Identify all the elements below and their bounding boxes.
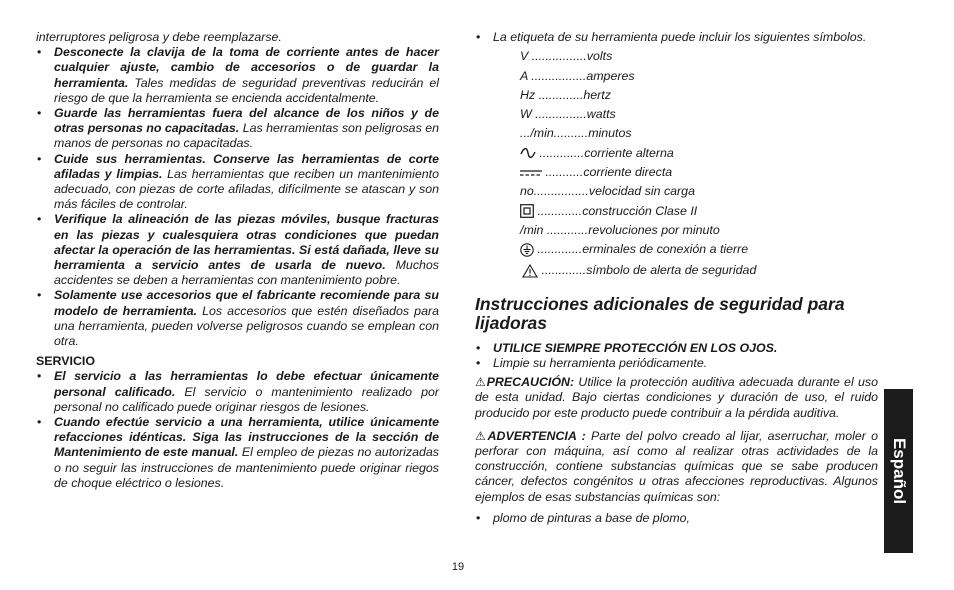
symbol-row — [475, 144, 878, 163]
bullet-bold: Cuando efectúe servicio a una herramienta, utilice únicamente refacciones idénticas. Siga las instrucciones de la sección de Mantenimiento de este manual. — [54, 415, 439, 460]
caution-text: Utilice la protección auditiva adecuada durante el uso de esta unidad. Bajo ciertas condiciones y duración de uso, el ruido producido por este producto puede contribuir a la pérdida auditiva. — [475, 375, 878, 420]
symbol-dots: ............. — [534, 242, 583, 257]
warning-label: ADVERTENCIA : — [487, 428, 586, 443]
bullet-text: plomo de pinturas a base de plomo, — [493, 510, 690, 525]
symbol-dots: ............... — [531, 107, 587, 122]
symbol-char: V — [520, 49, 529, 64]
symbol-dots: ................ — [533, 184, 589, 199]
symbol-row — [475, 105, 878, 124]
bullet-bold: El servicio a las herramientas lo debe efectuar únicamente personal calificado. — [54, 369, 439, 399]
symbol-meaning: construcción Clase II — [582, 203, 698, 218]
symbol-row — [475, 67, 878, 86]
symbol-meaning: watts — [586, 107, 616, 122]
left-column — [36, 30, 439, 491]
symbol-row — [475, 86, 878, 105]
symbol-row — [475, 240, 878, 259]
intro-text: interruptores peligrosa y debe reemplazarse. — [36, 30, 282, 44]
symbol-meaning: amperes — [586, 68, 635, 83]
symbol-char: Hz — [520, 87, 536, 102]
bullet-text: Las herramientas que reciben un mantenimiento adecuado, con piezas de corte afiladas, difícilmente se atascan y son más fáciles de controlar. — [54, 166, 439, 212]
symbol-char: A — [520, 68, 528, 83]
symbol-dots: ............. — [534, 203, 583, 218]
alternating-current-icon — [520, 147, 536, 159]
symbol-meaning: hertz — [583, 87, 611, 102]
warning-paragraph — [475, 429, 878, 505]
symbol-meaning: velocidad sin carga — [588, 184, 695, 199]
bullet-bold: Desconecte la clavija de la toma de corriente antes de hacer cualquier ajuste, cambio de accesorios o de guardar la herramienta. — [54, 45, 439, 90]
bullet-bold: Cuide sus herramientas. Conserve las herramientas de corte afiladas y limpias. — [54, 151, 439, 181]
symbol-dots: .......... — [553, 126, 589, 141]
symbol-meaning: corriente alterna — [584, 145, 674, 160]
symbol-meaning: símbolo de alerta de seguridad — [586, 263, 757, 278]
bullet-bold: Verifique la alineación de las piezas móviles, busque fracturas en las piezas y cualesquiera otras condiciones que puedan afectar la operación de las herramientas. Si está dañada, lleve su herramienta a servicio antes de usarla de nuevo. — [54, 212, 439, 273]
symbol-dots: ............. — [535, 87, 584, 102]
bullet-text: El empleo de piezas no autorizadas o no seguir las instrucciones de mantenimiento puede originar riegos de choque eléctrico o lesiones. — [54, 445, 439, 490]
symbol-meaning: revoluciones por minuto — [588, 222, 720, 237]
bullet-text: Los accesorios que estén diseñados para una herramienta, pueden volverse peligrosos cuando se emplean con otra. — [54, 303, 439, 349]
caution-paragraph — [475, 375, 878, 421]
bullet-text: Muchos accidentes se deben a herramientas con mantenimiento pobre. — [54, 258, 439, 288]
symbol-row — [475, 163, 878, 182]
symbol-meaning: corriente directa — [583, 164, 673, 179]
list-item: • Solamente use accesorios que el fabricante recomiende para su modelo de herramienta. Los accesorios que estén diseñados para una herramienta, pueden volverse peligrosos cuando se emplean con otra. — [37, 288, 439, 349]
list-item: • UTILICE SIEMPRE PROTECCIÓN EN LOS OJOS. — [476, 340, 778, 355]
earth-ground-icon — [520, 243, 534, 257]
section-heading: SERVICIO — [36, 354, 95, 369]
bullet-text: Limpie su herramienta periódicamente. — [493, 355, 708, 370]
symbol-meaning: erminales de conexión a tierre — [582, 242, 749, 257]
safety-bullet-list — [36, 45, 439, 349]
symbol-dots: ........... — [542, 164, 584, 179]
symbols-intro-text: La etiqueta de su herramienta puede incluir los siguientes símbolos. — [493, 30, 867, 44]
bullet-bold: Solamente use accesorios que el fabricante recomiende para su modelo de herramienta. — [54, 288, 439, 318]
bullet-text: Las herramientas son peligrosas en manos de personas no capacitadas. — [54, 121, 439, 151]
symbol-meaning: volts — [586, 49, 613, 64]
symbol-row — [475, 261, 878, 280]
language-side-tab — [884, 389, 913, 553]
direct-current-icon — [520, 168, 542, 178]
warning-triangle-icon: ⚠ — [475, 375, 487, 390]
symbol-char: .../min — [520, 126, 554, 141]
warning-text: Parte del polvo creado al lijar, aserruchar, moler o perforar con máquina, así como al realizar otras actividades de la construcción, contiene substancias químicas que se sabe producen cáncer, defectos congénitos u otras afecciones reproductivas. Algunos ejemplos de esas substancias químicas son: — [475, 428, 878, 504]
symbols-intro: • La etiqueta de su herramienta puede incluir los siguientes símbolos. — [476, 30, 867, 44]
caution-label: PRECAUCIÓN: — [486, 375, 575, 390]
list-item: • Guarde las herramientas fuera del alcance de los niños y de otras personas no capacitadas. Las herramientas son peligrosas en manos de personas no capacitadas. — [37, 106, 439, 151]
symbol-row — [475, 47, 878, 66]
symbol-char: no — [520, 184, 534, 199]
symbol-dots: ............ — [543, 222, 589, 237]
symbol-row — [475, 221, 878, 240]
bullet-bold: Guarde las herramientas fuera del alcance de los niños y de otras personas no capacitadas. — [54, 106, 439, 136]
bullet-bold: UTILICE SIEMPRE PROTECCIÓN EN LOS OJOS. — [493, 340, 778, 355]
symbol-dots: ................ — [528, 49, 587, 64]
symbol-row — [475, 202, 878, 221]
symbol-list — [475, 47, 878, 281]
symbol-dots: ................ — [527, 68, 587, 83]
symbol-row — [475, 124, 878, 143]
warning-triangle-icon: ⚠ — [475, 428, 488, 443]
list-item: • Cuide sus herramientas. Conserve las herramientas de corte afiladas y limpias. Las herramientas que reciben un mantenimiento adecuado, con piezas de corte afiladas, difícilmente se atascan y son más fáciles de controlar. — [37, 151, 439, 212]
list-item: • Limpie su herramienta periódicamente. — [476, 355, 708, 370]
symbol-row — [475, 182, 878, 201]
list-item: • plomo de pinturas a base de plomo, — [476, 510, 690, 525]
symbol-meaning: minutos — [588, 126, 632, 141]
service-bullet-list — [36, 369, 439, 491]
list-item: • Desconecte la clavija de la toma de corriente antes de hacer cualquier ajuste, cambio de accesorios o de guardar la herramienta. Tales medidas de seguridad preventivas reducirán el riesgo de que la herramienta se encienda accidentalmente. — [37, 45, 439, 105]
section-heading: Instrucciones adicionales de seguridad para lijadoras — [475, 293, 845, 333]
symbol-char: /min — [520, 222, 544, 237]
side-tab-label: Español — [889, 437, 909, 505]
symbol-char: W — [520, 107, 532, 122]
list-item: • Cuando efectúe servicio a una herramienta, utilice únicamente refacciones idénticas. Siga las instrucciones de la sección de Mantenimiento de este manual. El empleo de piezas no autorizadas o no seguir las instrucciones de mantenimiento puede originar riegos de choque eléctrico o lesiones. — [37, 415, 439, 490]
class-ii-icon — [520, 204, 534, 218]
symbol-dots: ............. — [536, 145, 585, 160]
page-number: 19 — [451, 561, 465, 573]
warning-triangle-icon — [522, 264, 538, 278]
symbol-dots: ............. — [538, 263, 587, 278]
bullet-text: Tales medidas de seguridad preventivas reducirán el riesgo de que la herramienta se encienda accidentalmente. — [54, 75, 439, 105]
right-column — [475, 30, 878, 526]
list-item: • Verifique la alineación de las piezas móviles, busque fracturas en las piezas y cualesquiera otras condiciones que puedan afectar la operación de las herramientas. Si está dañada, lleve su herramienta a servicio antes de usarla de nuevo. Muchos accidentes se deben a herramientas con mantenimiento pobre. — [37, 212, 439, 288]
bullet-text: El servicio o mantenimiento realizado por personal no calificado puede originar riesgos de lesiones. — [54, 384, 439, 414]
list-item: • El servicio a las herramientas lo debe efectuar únicamente personal calificado. El servicio o mantenimiento realizado por personal no calificado puede originar riesgos de lesiones. — [37, 369, 439, 414]
